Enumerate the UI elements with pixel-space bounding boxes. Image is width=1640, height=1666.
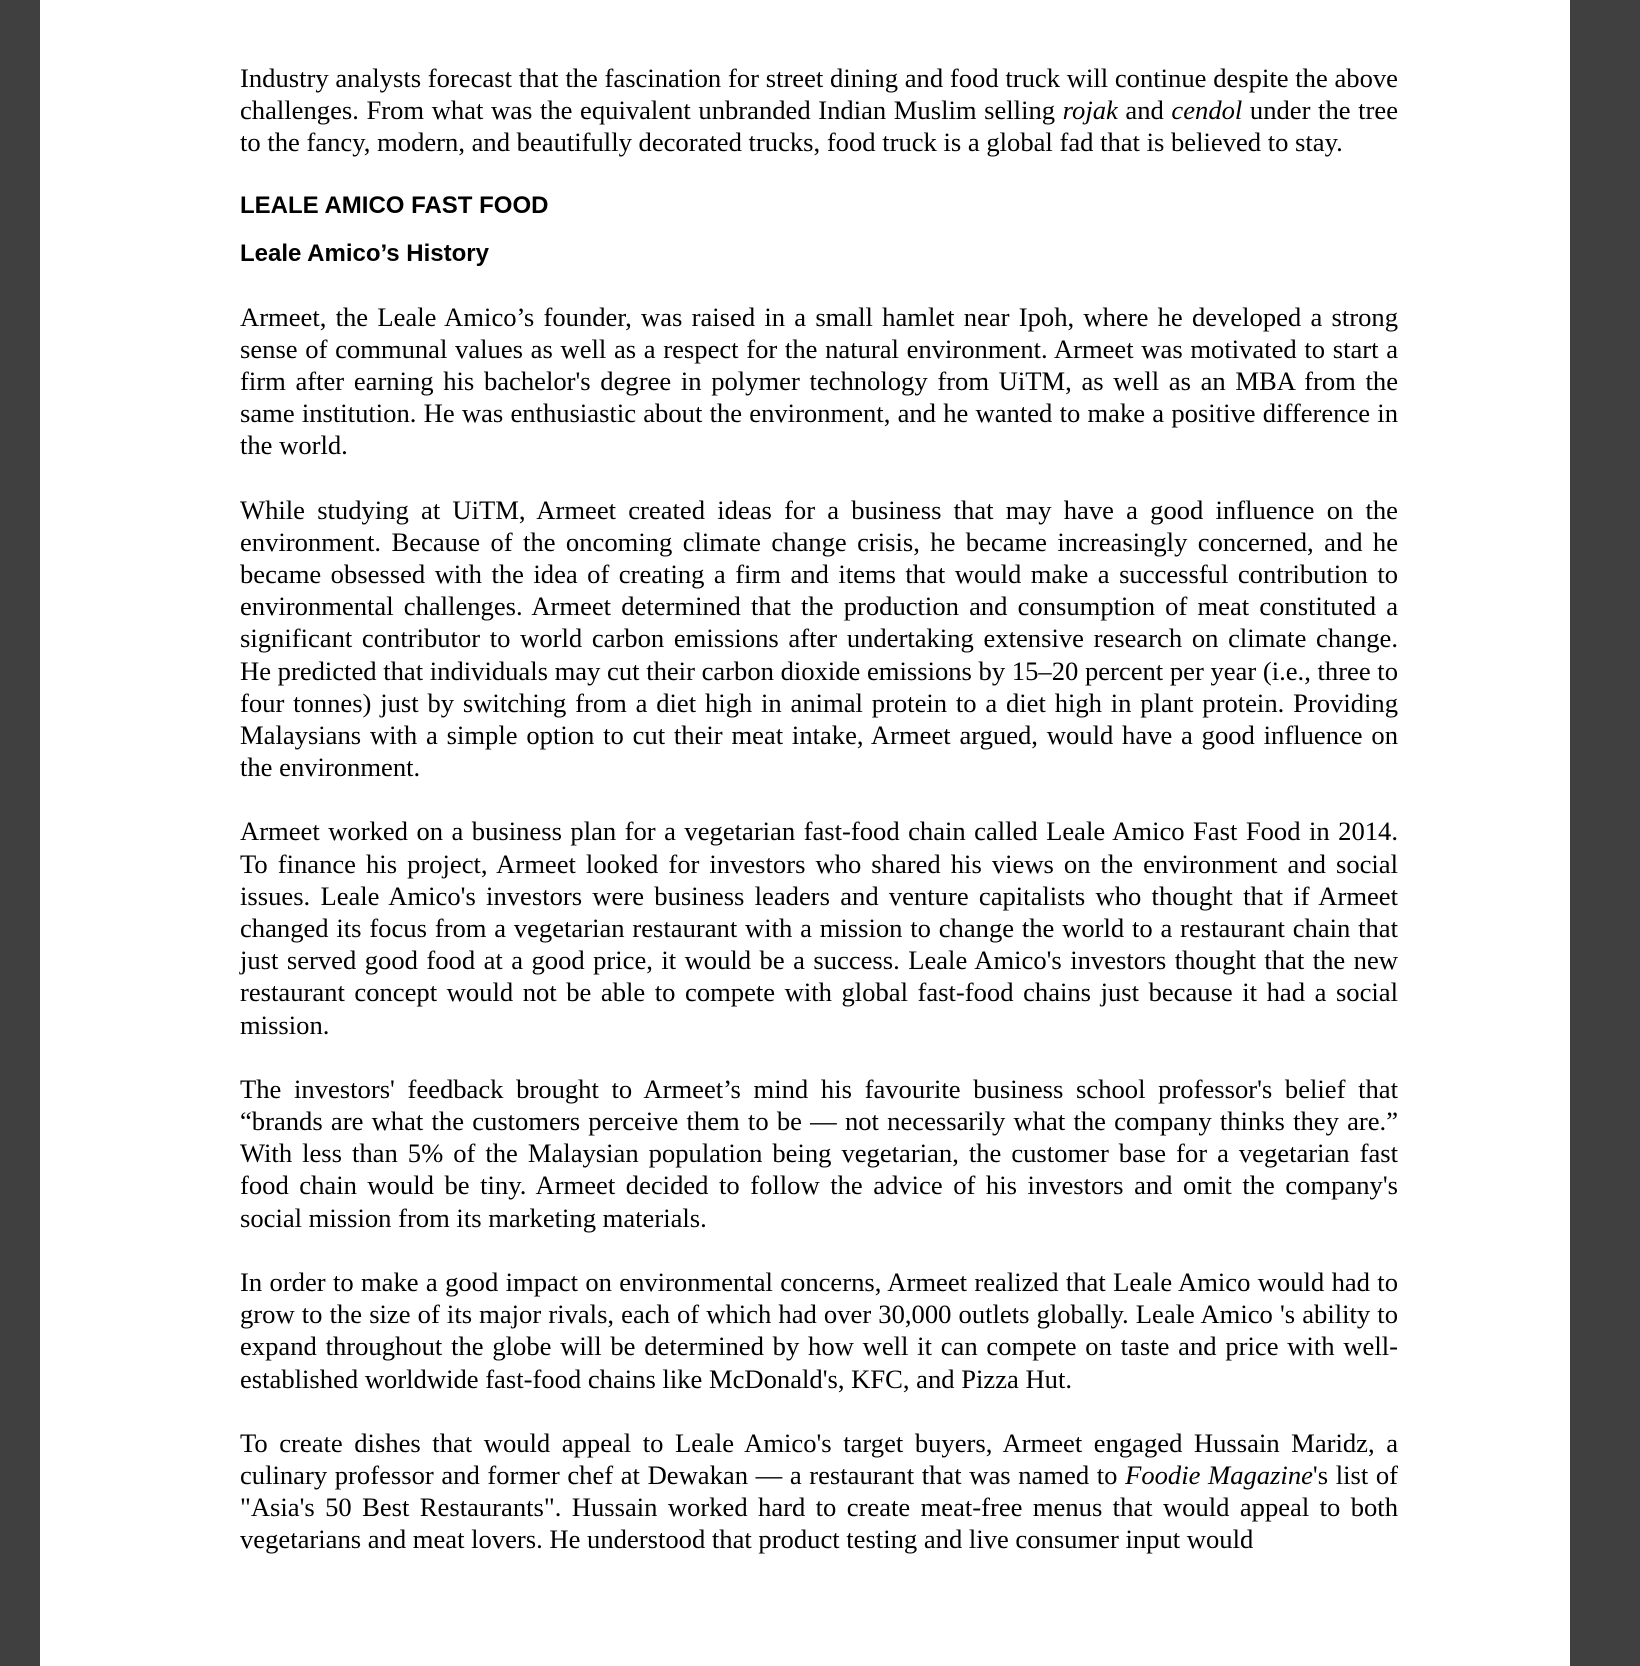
chef-text-2: 's list of "Asia's 50 Best Restaurants". Hussain worked hard to create meat-free menus that would appeal to both vegetarians and meat lovers. He understood that product testing and live consumer input would xyxy=(240,1459,1398,1555)
subsection-heading: Leale Amico’s History xyxy=(240,239,489,267)
paragraph-growth-goal: In order to make a good impact on environmental concerns, Armeet realized that Leale Amico would had to grow to the size of its major rivals, each of which had over 30,000 outlets globally. Leale Amico 's ability to expand throughout the globe will be determined by how well it can compete on taste and price with well-established worldwide fast-food chains like McDonald's, KFC, and Pizza Hut. xyxy=(240,1266,1398,1394)
intro-italic-cendol: cendol xyxy=(1171,95,1243,126)
paragraph-business-idea: While studying at UiTM, Armeet created ideas for a business that may have a good influence on the environment. Because of the oncoming climate change crisis, he became increasingly concerned, and he became obsessed with the idea of creating a firm and items that would make a successful contribution to environmental challenges. Armeet determined that the production and consumption of meat constituted a significant contributor to world carbon emissions after undertaking extensive research on climate change. He predicted that individuals may cut their carbon dioxide emissions by 15–20 percent per year (i.e., three to four tonnes) just by switching from a diet high in animal protein to a diet high in plant protein. Providing Malaysians with a simple option to cut their meat intake, Armeet argued, would have a good influence on the environment. xyxy=(240,494,1398,783)
paragraph-investor-feedback: The investors' feedback brought to Armeet’s mind his favourite business school professor's belief that “brands are what the customers perceive them to be — not necessarily what the company thinks they are.” With less than 5% of the Malaysian population being vegetarian, the customer base for a vegetarian fast food chain would be tiny. Armeet decided to follow the advice of his investors and omit the company's social mission from its marketing materials. xyxy=(240,1073,1398,1233)
paragraph-intro xyxy=(240,62,1398,159)
paragraph-business-plan: Armeet worked on a business plan for a vegetarian fast-food chain called Leale Amico Fast Food in 2014. To finance his project, Armeet looked for investors who shared his views on the environment and social issues. Leale Amico's investors were business leaders and venture capitalists who thought that if Armeet changed its focus from a vegetarian restaurant with a mission to change the world to a restaurant chain that just served good food at a good price, it would be a success. Leale Amico's investors thought that the new restaurant concept would not be able to compete with global fast-food chains just because it had a social mission. xyxy=(240,816,1398,1040)
chef-text-1: To create dishes that would appeal to Leale Amico's target buyers, Armeet engaged Hussain Maridz, a culinary professor and former chef at Dewakan — a restaurant that was named to xyxy=(240,1427,1398,1490)
section-heading: LEALE AMICO FAST FOOD xyxy=(240,191,549,219)
intro-italic-rojak: rojak xyxy=(1062,95,1118,126)
chef-italic-magazine: Foodie Magazine xyxy=(1125,1459,1313,1490)
page-content xyxy=(240,62,1398,1588)
intro-text-2: and xyxy=(1117,95,1172,126)
paragraph-founder-background: Armeet, the Leale Amico’s founder, was raised in a small hamlet near Ipoh, where he developed a strong sense of communal values as well as a respect for the natural environment. Armeet was motivated to start a firm after earning his bachelor's degree in polymer technology from UiTM, as well as an MBA from the same institution. He was enthusiastic about the environment, and he wanted to make a positive difference in the world. xyxy=(240,301,1398,461)
paragraph-chef-hussain xyxy=(240,1427,1398,1556)
intro-text-1: Industry analysts forecast that the fascination for street dining and food truck will continue despite the above challenges. From what was the equivalent unbranded Indian Muslim selling xyxy=(240,63,1398,126)
intro-text-3: under the tree to the fancy, modern, and beautifully decorated trucks, food truck is a global fad that is believed to stay. xyxy=(240,95,1398,158)
document-page xyxy=(40,0,1570,1666)
